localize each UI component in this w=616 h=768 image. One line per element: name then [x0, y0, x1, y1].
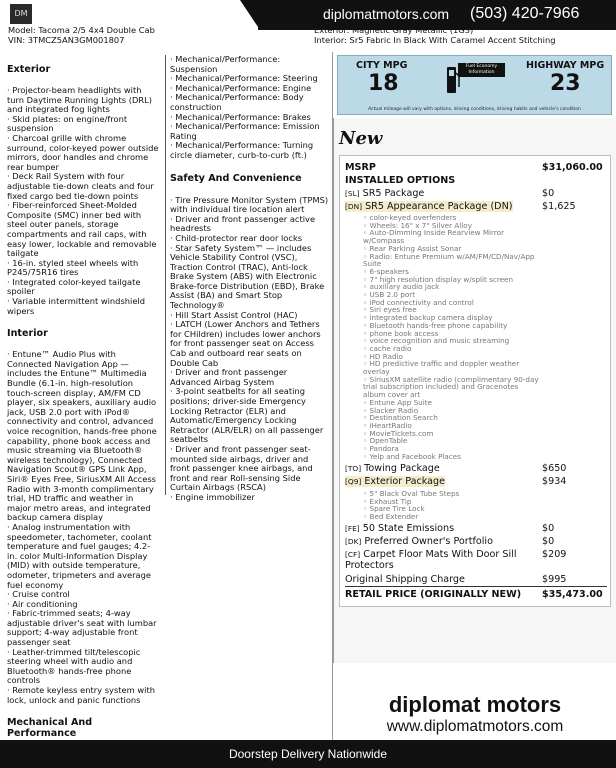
interior-heading: Interior [7, 328, 48, 340]
dealer-logo[interactable]: DM [10, 4, 32, 24]
fuel-pump-icon [446, 61, 506, 101]
package-item: ◦ 7" high resolution display w/split screen [363, 274, 514, 284]
package-item: ◦ Exhaust Tip [363, 496, 412, 506]
option-name: Towing Package [364, 463, 440, 474]
package-item: ◦ OpenTable [363, 436, 408, 446]
exterior-heading: Exterior [7, 64, 51, 75]
interior-feature: · Entune™ Audio Plus with Connected Navigation App — includes the Entune™ Multimedia Bundle (6.1-in. high-resolution touch-screen display, AM/FM CD player, six speakers, auxiliary audio jack, USB 2.0 port with iPod® connectivity and control, advanced voice recognition, hands-free phone capability, phone book access and music streaming via Bluetooth® wireless technology), Connected Navigation Scout® GPS Link App, Siri® Eyes Free, SiriusXM All Access Radio with 3-month complimentary trial, HD traffic and weather in major metro areas, and integrated backup camera display [7, 349, 157, 523]
package-item: ◦ Auto-Dimming Inside Rearview Mirror w/Compass [363, 228, 505, 246]
safety-feature: · Driver and front passenger active headrests [170, 213, 316, 234]
option-dn [345, 201, 607, 212]
option-code: [DK] [345, 537, 362, 546]
package-item: ◦ Wheels: 16" x 7" Silver Alloy [363, 220, 472, 230]
package-item: ◦ voice recognition and music streaming [363, 336, 510, 346]
interior-feature: · Air conditioning [7, 598, 78, 609]
mechanical-list [170, 55, 330, 161]
interior-feature: · Analog instrumentation with speedometer, tachometer, coolant temperature and fuel gauges; 4.2-in. color Multi-Information Display (MID) with outside temperature, odometer, tripmeters and average fuel economy [7, 521, 152, 590]
option-name: Preferred Owner's Portfolio [364, 536, 493, 547]
package-item: ◦ Rear Parking Assist Sonar [363, 243, 462, 253]
safety-feature: · Driver and front passenger seat-mounted side airbags, driver and front passenger knee airbags, and front and rear Roll-sensing Side Curtain Airbags (RSCA) [170, 443, 313, 493]
package-item: ◦ HD predictive traffic and doppler weather overlay [363, 359, 520, 377]
total-divider [345, 586, 607, 587]
option-price: $209 [542, 549, 567, 560]
package-item: ◦ integrated backup camera display [363, 313, 493, 323]
shipping-row [345, 574, 607, 585]
option-code: [CF] [345, 550, 361, 559]
mechanical-feature: · Mechanical/Performance: Engine [170, 82, 312, 93]
exterior-feature: · Charcoal grille with chrome surround, color-keyed power outside mirrors, door handles and chrome rear bumper [7, 132, 159, 172]
safety-feature: · LATCH (Lower Anchors and Tethers for CHildren) includes lower anchors for front passenger seat on Access Cab and outboard rear seats on Double Cab [170, 319, 321, 368]
safety-list [170, 196, 330, 503]
option-name: Carpet Floor Mats With Door Sill Protectors [345, 549, 517, 571]
exterior-feature: · Skid plates: on engine/front suspension [7, 113, 128, 134]
option-code: [Q9] [345, 477, 362, 486]
site-link[interactable]: diplomatmotors.com [323, 6, 450, 22]
option-name: SR5 Package [362, 188, 425, 199]
package-item: ◦ Slacker Radio [363, 405, 419, 415]
safety-feature: · Hill Start Assist Control (HAC) [170, 309, 298, 320]
package-item: ◦ Bed Extender [363, 512, 419, 522]
option-name: Exterior Package [364, 476, 446, 487]
dealer-url[interactable]: www.diplomatmotors.com [386, 718, 564, 735]
safety-heading: Safety And Convenience [170, 172, 302, 184]
package-item: ◦ cache radio [363, 343, 412, 353]
safety-feature: · Star Safety System™ — includes Vehicle Stability Control (VSC), Traction Control (TRAC), Anti-lock Brake System (ABS) with Electronic Brake-force Distribution (EBD), Brake Assist (BA) and Smart Stop Technology® [170, 242, 325, 311]
shipping-label: Original Shipping Charge [345, 574, 465, 585]
option-name: SR5 Appearance Package (DN) [365, 201, 513, 212]
option-q9 [345, 476, 607, 487]
safety-feature: · 3-point seatbelts for all seating positions; driver-side Emergency Locking Retractor (ELR) and Automatic/Emergency Locking Retractor (ALR/ELR) on all passenger seatbelts [170, 386, 324, 445]
mechanical-heading: Mechanical And Performance [7, 717, 93, 740]
package-item: ◦ Radio: Entune Premium w/AM/FM/CD/Nav/App Suite [363, 251, 535, 269]
package-item: ◦ iPod connectivity and control [363, 297, 474, 307]
exterior-feature: · Variable intermittent windshield wipers [7, 296, 146, 316]
package-item: ◦ auxiliary audio jack [363, 282, 440, 292]
interior-feature: · Leather-trimmed tilt/telescopic steering wheel with audio and Bluetooth® hands-free phone controls [7, 646, 141, 686]
option-sl [345, 188, 607, 199]
option-code: [FE] [345, 524, 360, 533]
option-code: [TO] [345, 464, 362, 473]
exterior-list [7, 86, 159, 316]
option-cf [345, 549, 567, 571]
city-mpg-label: CITY MPG [356, 60, 408, 71]
dn-package-contents [363, 214, 541, 461]
exterior-feature: · Integrated color-keyed tailgate spoiler [7, 276, 141, 297]
package-item: ◦ Pandora [363, 444, 399, 454]
phone-link[interactable]: (503) 420-7966 [470, 5, 580, 22]
package-item: ◦ Siri eyes free [363, 305, 417, 315]
column-divider [165, 55, 166, 495]
retail-price-row [345, 589, 607, 600]
highway-mpg-value: 23 [550, 71, 581, 96]
features-left-column [7, 58, 159, 761]
package-item: ◦ Entune App Suite [363, 397, 432, 407]
package-item: ◦ 6-speakers [363, 266, 409, 276]
exterior-feature: · 16-in. styled steel wheels with P245/75R16 tires [7, 257, 139, 278]
option-price: $650 [542, 463, 567, 474]
package-item: ◦ SiriusXM satellite radio (complimentary 90-day trial subscription included) and Gracenotes album cover art [363, 374, 539, 400]
exterior-color-line: Exterior: Magnetic Gray Metallic (1G3) [314, 25, 474, 35]
interior-feature: · Remote keyless entry system with lock, unlock and panic functions [7, 685, 155, 705]
option-price: $1,625 [542, 201, 576, 212]
interior-feature: · Cruise control [7, 589, 70, 600]
safety-feature: · Driver and front passenger Advanced Airbag System [170, 367, 288, 387]
package-item: ◦ Spare Tire Lock [363, 504, 425, 514]
mechanical-feature: · Mechanical/Performance: Brakes [170, 111, 311, 122]
model-line: Model: Tacoma 2/5 4x4 Double Cab [8, 25, 155, 35]
retail-price-value: $35,473.00 [542, 589, 603, 600]
new-label: New [339, 128, 383, 149]
mechanical-feature: · Mechanical/Performance: Turning circle diameter, curb-to-curb (ft.) [170, 140, 314, 160]
mechanical-feature: · Mechanical/Performance: Steering [170, 73, 318, 84]
highway-mpg-label: HIGHWAY MPG [526, 60, 605, 71]
mpg-disclaimer: Actual mileage will vary with options, driving conditions, driving habits and vehicle's condition [368, 107, 581, 112]
exterior-feature: · Projector-beam headlights with turn Daytime Running Lights (DRL) and integrated fog lights [7, 85, 152, 115]
package-item: ◦ USB 2.0 port [363, 290, 416, 300]
package-item: ◦ iHeartRadio [363, 420, 412, 430]
interior-list [7, 350, 159, 705]
safety-feature: · Child-protector rear door locks [170, 232, 303, 243]
option-price: $0 [542, 188, 555, 199]
fuel-economy-box [337, 55, 612, 115]
option-name: 50 State Emissions [362, 523, 455, 534]
interior-line: Interior: Sr5 Fabric In Black With Caramel Accent Stitching [314, 35, 556, 45]
fuel-economy-badge: Fuel Economy Information [458, 63, 505, 77]
interior-feature: · Fabric-trimmed seats; 4-way adjustable driver's seat with lumbar support; 4-way adjustable front passenger seat [7, 608, 157, 648]
option-fe [345, 523, 607, 534]
package-item: ◦ HD Radio [363, 351, 403, 361]
msrp-value: $31,060.00 [542, 162, 603, 173]
package-item: ◦ Yelp and Facebook Places [363, 451, 461, 461]
package-item: ◦ MovieTickets.com [363, 428, 434, 438]
safety-feature: · Tire Pressure Monitor System (TPMS) with individual tire location alert [170, 194, 329, 215]
header-slant [240, 0, 260, 30]
footer-banner: Doorstep Delivery Nationwide [0, 740, 616, 768]
msrp-row [345, 162, 607, 173]
mechanical-feature: · Mechanical/Performance: Body construction [170, 92, 304, 112]
msrp-label: MSRP [345, 162, 376, 173]
option-price: $0 [542, 536, 555, 547]
safety-feature: · Engine immobilizer [170, 491, 255, 502]
retail-price-label: RETAIL PRICE (ORIGINALLY NEW) [345, 589, 522, 600]
exterior-feature: · Fiber-reinforced Sheet-Molded Composite (SMC) inner bed with steel outer panels, storage compartments and rail caps, with easy lower, lockable and removable tailgate [7, 200, 157, 259]
option-code: [SL] [345, 189, 360, 198]
mechanical-feature: · Mechanical/Performance: Emission Rating [170, 121, 320, 141]
features-mid-column [170, 55, 330, 503]
option-code: [DN] [345, 202, 362, 211]
city-mpg-value: 18 [368, 71, 399, 96]
package-item: ◦ color-keyed overfenders [363, 213, 457, 222]
mechanical-feature: · Mechanical/Performance: Suspension [170, 54, 281, 74]
dealer-brand-name: diplomat motors [388, 692, 562, 717]
package-item: ◦ 5" Black Oval Tube Steps [363, 489, 460, 498]
package-item: ◦ Destination Search [363, 413, 438, 423]
q9-package-contents [363, 490, 541, 521]
package-item: ◦ Bluetooth hands-free phone capability [363, 320, 508, 330]
option-dk [345, 536, 607, 547]
option-price: $934 [542, 476, 567, 487]
package-item: ◦ phone book access [363, 328, 439, 338]
option-to [345, 463, 607, 474]
option-price: $0 [542, 523, 555, 534]
exterior-feature: · Deck Rail System with four adjustable tie-down cleats and four fixed cargo bed tie-down points [7, 171, 154, 201]
vin-line: VIN: 3TMCZ5AN3GM001807 [8, 35, 125, 45]
installed-options-heading: INSTALLED OPTIONS [345, 175, 456, 186]
shipping-value: $995 [542, 574, 567, 585]
